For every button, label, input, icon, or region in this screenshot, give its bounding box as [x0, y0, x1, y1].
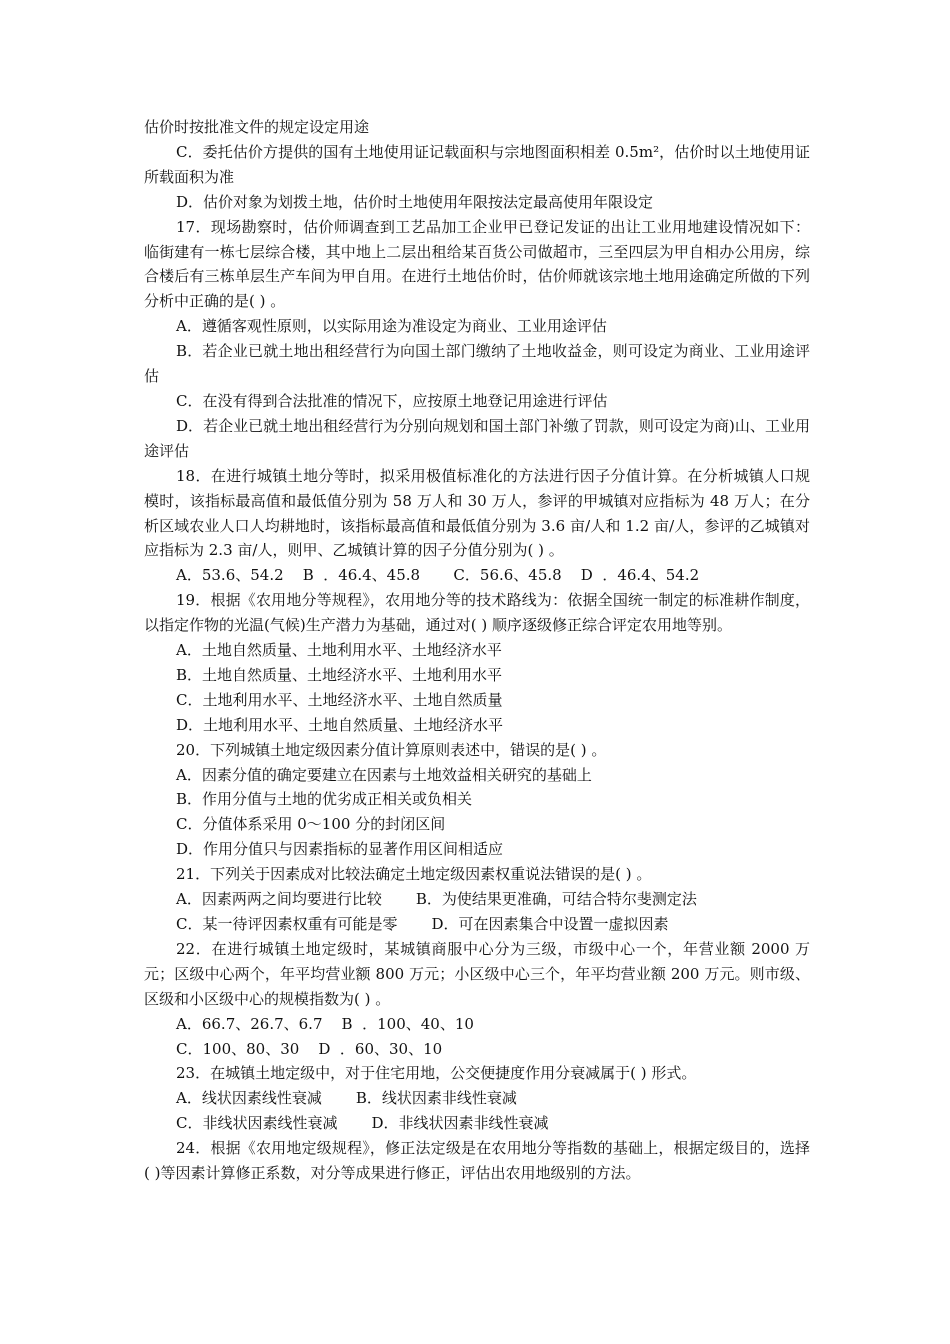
document-page — [144, 115, 810, 1186]
option-d-q21: D．可在因素集合中设置一虚拟因素 — [431, 915, 669, 933]
options-line: A．66.7、26.7、6.7 B ．100、40、10 — [176, 1014, 474, 1033]
option-b-q21: B．为使结果更准确，可结合特尔斐测定法 — [415, 890, 697, 909]
option-a-q23: A．线状因素线性衰减 — [176, 1089, 322, 1108]
option-d-q16: D．估价对象为划拨土地，估价时土地使用年限按法定最高使用年限设定 — [176, 192, 654, 211]
question-18: 18．在进行城镇土地分等时，拟采用极值标准化的方法进行因子分值计算。在分析城镇人口规模时，该指标最高值和最低值分别为 58 万人和 30 万人，参评的甲城镇对应指标为 48 万人；在分析区域农业人口人均耕地时，该指标最高值和最低值分别为 3.6 亩/人和 1.2 亩/人，参评的乙城镇对应指标为 2.3 亩/人，则甲、乙城镇计算的因子分值分别为( ) 。 — [144, 466, 810, 560]
option-c-q16: C．委托估价方提供的国有土地使用证记载面积与宗地图面积相差 0.5m²，估价时以土地使用证所载面积为准 — [144, 142, 810, 186]
options-line: C．100、80、30 D ．60、30、10 — [176, 1039, 443, 1058]
option-a-q21: A．因素两两之间均要进行比较 — [176, 890, 382, 909]
question-17: 17．现场勘察时，估价师调查到工艺品加工企业甲已登记发证的出让工业用地建设情况如下：临街建有一栋七层综合楼，其中地上二层出租给某百货公司做超市，三至四层为甲自相办公用房，综合楼后有三栋单层生产车间为甲自用。在进行土地估价时，估价师就该宗地土地用途确定所做的下列分析中正确的是( ) 。 — [144, 217, 810, 311]
options-line: A．53.6、54.2 B ．46.4、45.8 C．56.6、45.8 D ．46.4、54.2 — [176, 566, 700, 585]
question-23: 23．在城镇土地定级中，对于住宅用地，公交便捷度作用分衰减属于( ) 形式。 — [176, 1064, 697, 1083]
option-d-q20: D．作用分值只与因素指标的显著作用区间相适应 — [176, 840, 504, 859]
options-q23-cd — [144, 1111, 810, 1136]
option-c-q23: C．非线状因素线性衰减 — [176, 1114, 338, 1133]
option-d-q19: D．土地利用水平、土地自然质量、土地经济水平 — [176, 715, 504, 734]
question-24: 24．根据《农用地定级规程》，修正法定级是在农用地分等指数的基础上，根据定级目的，选择 ( )等因素计算修正系数，对分等成果进行修正，评估出农用地级别的方法。 — [144, 1139, 810, 1183]
option-b-q20: B．作用分值与土地的优劣成正相关或负相关 — [176, 790, 473, 809]
option-a-q19: A．土地自然质量、土地利用水平、土地经济水平 — [176, 641, 502, 660]
option-c-q17: C．在没有得到合法批准的情况下，应按原土地登记用途进行评估 — [176, 391, 608, 410]
option-c-q19: C．土地利用水平、土地经济水平、土地自然质量 — [176, 690, 503, 709]
options-q21-cd — [144, 912, 810, 937]
options-q18 — [144, 563, 810, 588]
options-q21-ab — [144, 887, 810, 912]
option-d-q17: D．若企业已就土地出租经营行为分别向规划和国土部门补缴了罚款，则可设定为商)山、工业用途评估 — [144, 416, 810, 460]
question-19: 19．根据《农用地分等规程》，农用地分等的技术路线为：依据全国统一制定的标准耕作制度，以指定作物的光温(气候)生产潜力为基础，通过对( ) 顺序逐级修正综合评定农用地等别。 — [144, 591, 810, 635]
options-q23-ab — [144, 1086, 810, 1111]
option-b-q19: B．土地自然质量、土地经济水平、土地利用水平 — [176, 665, 503, 684]
option-b-q17: B．若企业已就土地出租经营行为向国土部门缴纳了土地收益金，则可设定为商业、工业用途评估 — [144, 342, 810, 386]
options-q22-ab — [144, 1012, 810, 1037]
option-c-q20: C．分值体系采用 0～100 分的封闭区间 — [176, 815, 446, 834]
option-c-q21: C．某一待评因素权重有可能是零 — [176, 915, 398, 933]
option-b-q23: B．线状因素非线性衰减 — [355, 1089, 517, 1108]
option-d-q23: D．非线状因素非线性衰减 — [371, 1114, 549, 1133]
options-q22-cd — [144, 1037, 810, 1062]
option-a-q17: A．遵循客观性原则，以实际用途为准设定为商业、工业用途评估 — [176, 317, 607, 336]
question-20: 20．下列城镇土地定级因素分值计算原则表述中，错误的是( ) 。 — [176, 740, 607, 759]
paragraph-continuation: 估价时按批准文件的规定设定用途 — [144, 118, 370, 136]
question-22: 22．在进行城镇土地定级时，某城镇商服中心分为三级，市级中心一个，年营业额 2000 万元；区级中心两个，年平均营业额 800 万元；小区级中心三个，年平均营业额 200 万元。则市级、区级和小区级中心的规模指数为( ) 。 — [144, 939, 810, 1008]
question-21: 21．下列关于因素成对比较法确定土地定级因素权重说法错误的是( ) 。 — [176, 865, 652, 884]
option-a-q20: A．因素分值的确定要建立在因素与土地效益相关研究的基础上 — [176, 765, 592, 784]
